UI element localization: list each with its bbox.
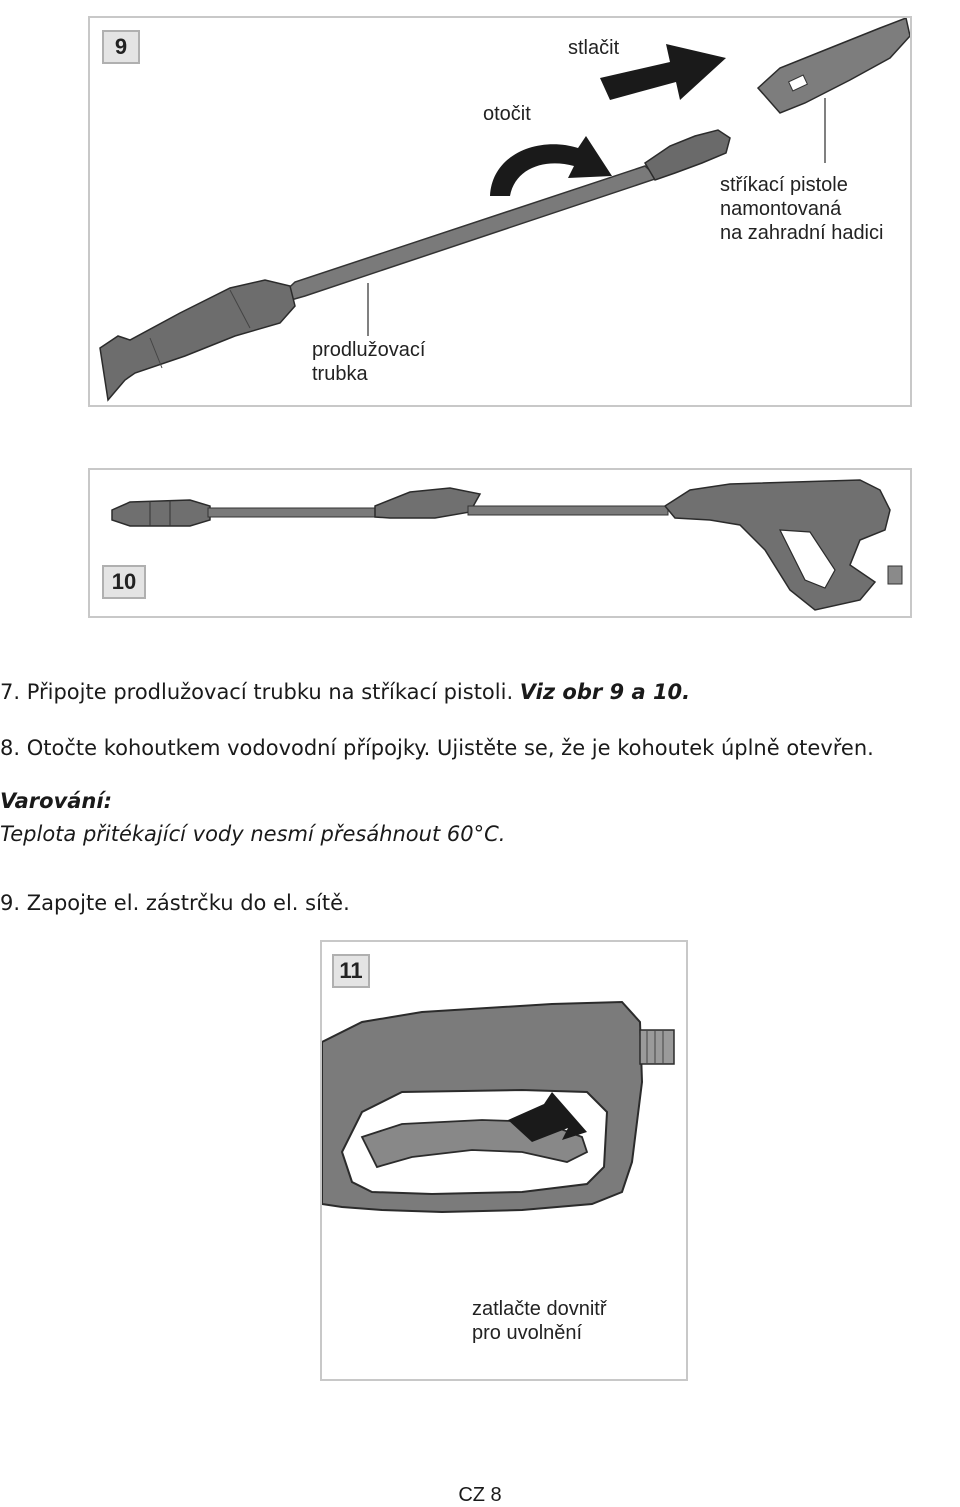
gun-label: stříkací pistole namontovaná na zahradní hadici [720, 174, 884, 244]
page-number: CZ 8 [458, 1484, 502, 1506]
warning-text: Teplota přitékající vody nesmí přesáhnout 60°C. [0, 822, 506, 846]
tube-handle-grip [100, 280, 295, 400]
figure-10-number: 10 [102, 565, 146, 599]
figure-10 [88, 468, 912, 618]
gun-body [665, 480, 890, 610]
extension-tube [270, 166, 658, 306]
turn-label: otočit [483, 103, 531, 125]
push-label: stlačit [568, 37, 620, 59]
tube-nozzle [645, 130, 730, 180]
nozzle [112, 500, 210, 526]
figure-11-number: 11 [332, 954, 370, 988]
gun-connector [758, 18, 910, 113]
threaded-connector [640, 1030, 674, 1064]
step-7-text: 7. Připojte prodlužovací trubku na stříkací pistoli. [0, 680, 520, 704]
step-7-figure-reference: Viz obr 9 a 10. [519, 680, 691, 704]
release-label: zatlačte dovnitř pro uvolnění [472, 1298, 607, 1344]
tube-label: prodlužovací trubka [312, 339, 426, 385]
figure-9-number: 9 [102, 30, 140, 64]
figure-11 [320, 940, 688, 1381]
gun-thread [888, 566, 902, 584]
step-7 [0, 680, 690, 704]
figure-10-illustration [90, 470, 910, 616]
figure-9 [88, 16, 912, 407]
middle-grip [375, 488, 480, 518]
step-9: 9. Zapojte el. zástrčku do el. sítě. [0, 891, 350, 915]
step-8: 8. Otočte kohoutkem vodovodní přípojky. Ujistěte se, že je kohoutek úplně otevřen. [0, 736, 874, 760]
extension-tube [208, 508, 378, 517]
warning-title: Varování: [0, 789, 112, 813]
